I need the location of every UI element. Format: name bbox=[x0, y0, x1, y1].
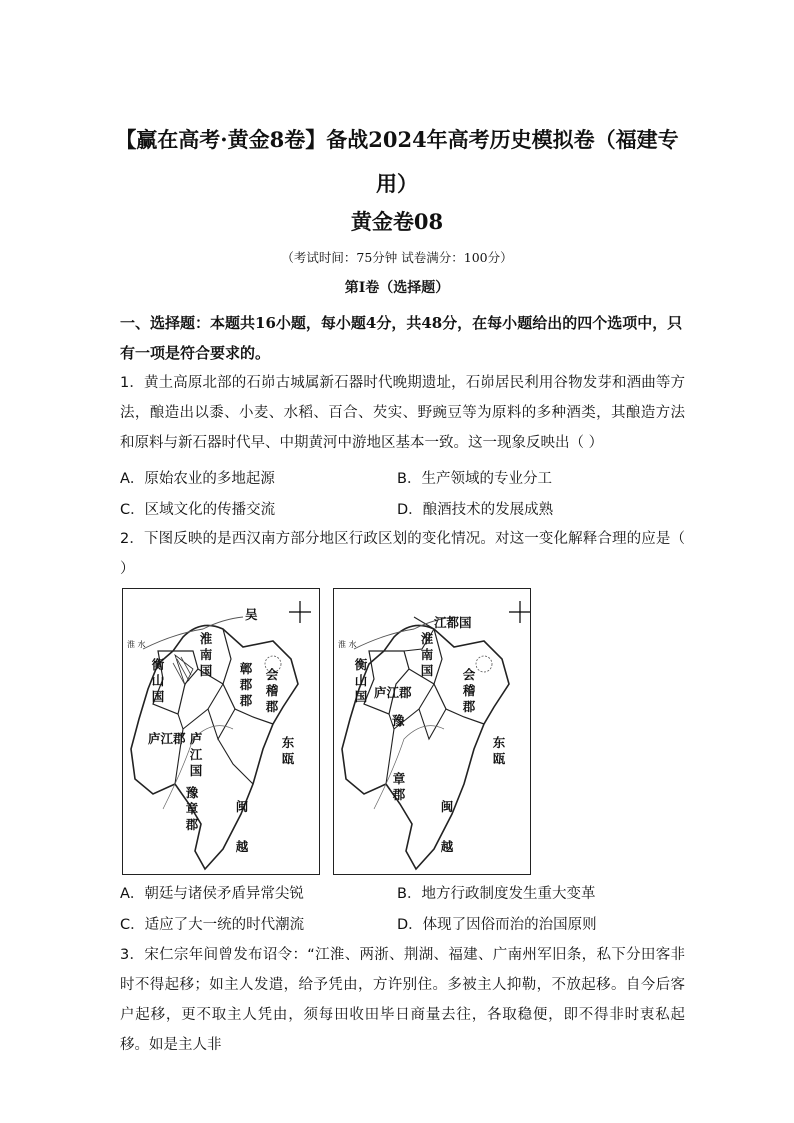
section-title: 一、选择题：本题共16小题，每小题4分，共48分，在每小题给出的四个选项中，只有一项是符合要求的。 bbox=[120, 314, 683, 362]
question-3-stem: 3．宋仁宗年间曾发布诏令：“江淮、两浙、荆湖、福建、广南州军旧条，私下分田客非时不得起移；如主人发遣，给予凭由，方许别住。多被主人抑勒，不放起移。自今后客户起移，更不取主人凭由，须每田收田毕日商量去往，各取稳便，即不得非时衷私起移。如是主人非 bbox=[120, 947, 685, 1053]
map-right-label-yu: 豫 bbox=[392, 713, 405, 728]
map-right-label-dongou: 东瓯 bbox=[492, 735, 506, 766]
question-2-stem: 2．下图反映的是西汉南方部分地区行政区划的变化情况。对这一变化解释合理的应是（ ） bbox=[120, 531, 685, 577]
map-left bbox=[122, 588, 320, 875]
q2-option-c: C．适应了大一统的时代潮流 bbox=[120, 917, 305, 933]
map-left-label-yuzhang: 豫章郡 bbox=[185, 785, 199, 832]
map-right-label-jiangdu: 江都国 bbox=[434, 615, 472, 630]
map-right-label-huainan: 淮南国 bbox=[420, 631, 434, 678]
map-right-label-hengshan: 衡山国 bbox=[354, 657, 368, 704]
q1-option-c: C．区域文化的传播交流 bbox=[120, 502, 276, 518]
map-left-label-wu: 吴 bbox=[245, 607, 258, 622]
question-1-stem: 1．黄土高原北部的石峁古城属新石器时代晚期遗址，石峁居民利用谷物发芽和酒曲等方法，酿造出以黍、小麦、水稻、百合、芡实、野豌豆等为原料的多种酒类，其酿造方法和原料与新石器时代早、中期黄河中游地区基本一致。这一现象反映出（ ） bbox=[120, 375, 685, 451]
map-left-label-minyue: 闽越 bbox=[235, 799, 249, 854]
map-right-label-lujiang: 庐江郡 bbox=[374, 685, 412, 700]
document-subtitle: 黄金卷08 bbox=[350, 209, 444, 234]
map-left-label-hengshan: 衡山国 bbox=[151, 657, 165, 704]
q2-option-d: D．体现了因俗而治的治国原则 bbox=[397, 917, 597, 933]
map-left-label-kuaiji: 会稽郡 bbox=[265, 667, 279, 714]
map-left-label-huainan: 淮南国 bbox=[199, 631, 213, 678]
map-left-river: 淮 水 bbox=[127, 640, 146, 649]
map-left-label-lujiang-jun: 庐江郡 bbox=[148, 731, 186, 746]
map-left-label-lujiang-guo: 庐江国 bbox=[189, 731, 203, 778]
map-left-label-dongou: 东瓯 bbox=[281, 735, 295, 766]
map-right-label-minyue: 闽越 bbox=[440, 799, 454, 854]
q1-option-d: D．酿酒技术的发展成熟 bbox=[397, 502, 554, 518]
q2-option-a: A．朝廷与诸侯矛盾异常尖锐 bbox=[120, 886, 304, 902]
map-right bbox=[333, 588, 531, 875]
q1-option-a: A．原始农业的多地起源 bbox=[120, 471, 275, 487]
map-left-label-zhang: 鄣郡郡 bbox=[239, 661, 253, 708]
map-right-river: 淮 水 bbox=[338, 640, 357, 649]
map-right-label-kuaiji: 会稽郡 bbox=[462, 667, 476, 714]
map-right-label-zhangjun: 章郡 bbox=[392, 771, 406, 802]
q1-option-b: B．生产领域的专业分工 bbox=[397, 471, 552, 487]
part-title: 第Ⅰ卷（选择题） bbox=[344, 280, 450, 296]
document-title: 【赢在高考·黄金8卷】备战2024年高考历史模拟卷（福建专用） bbox=[115, 127, 679, 196]
q2-option-b: B．地方行政制度发生重大变革 bbox=[397, 886, 596, 902]
exam-note: （考试时间：75分钟 试卷满分：100分） bbox=[281, 250, 513, 265]
